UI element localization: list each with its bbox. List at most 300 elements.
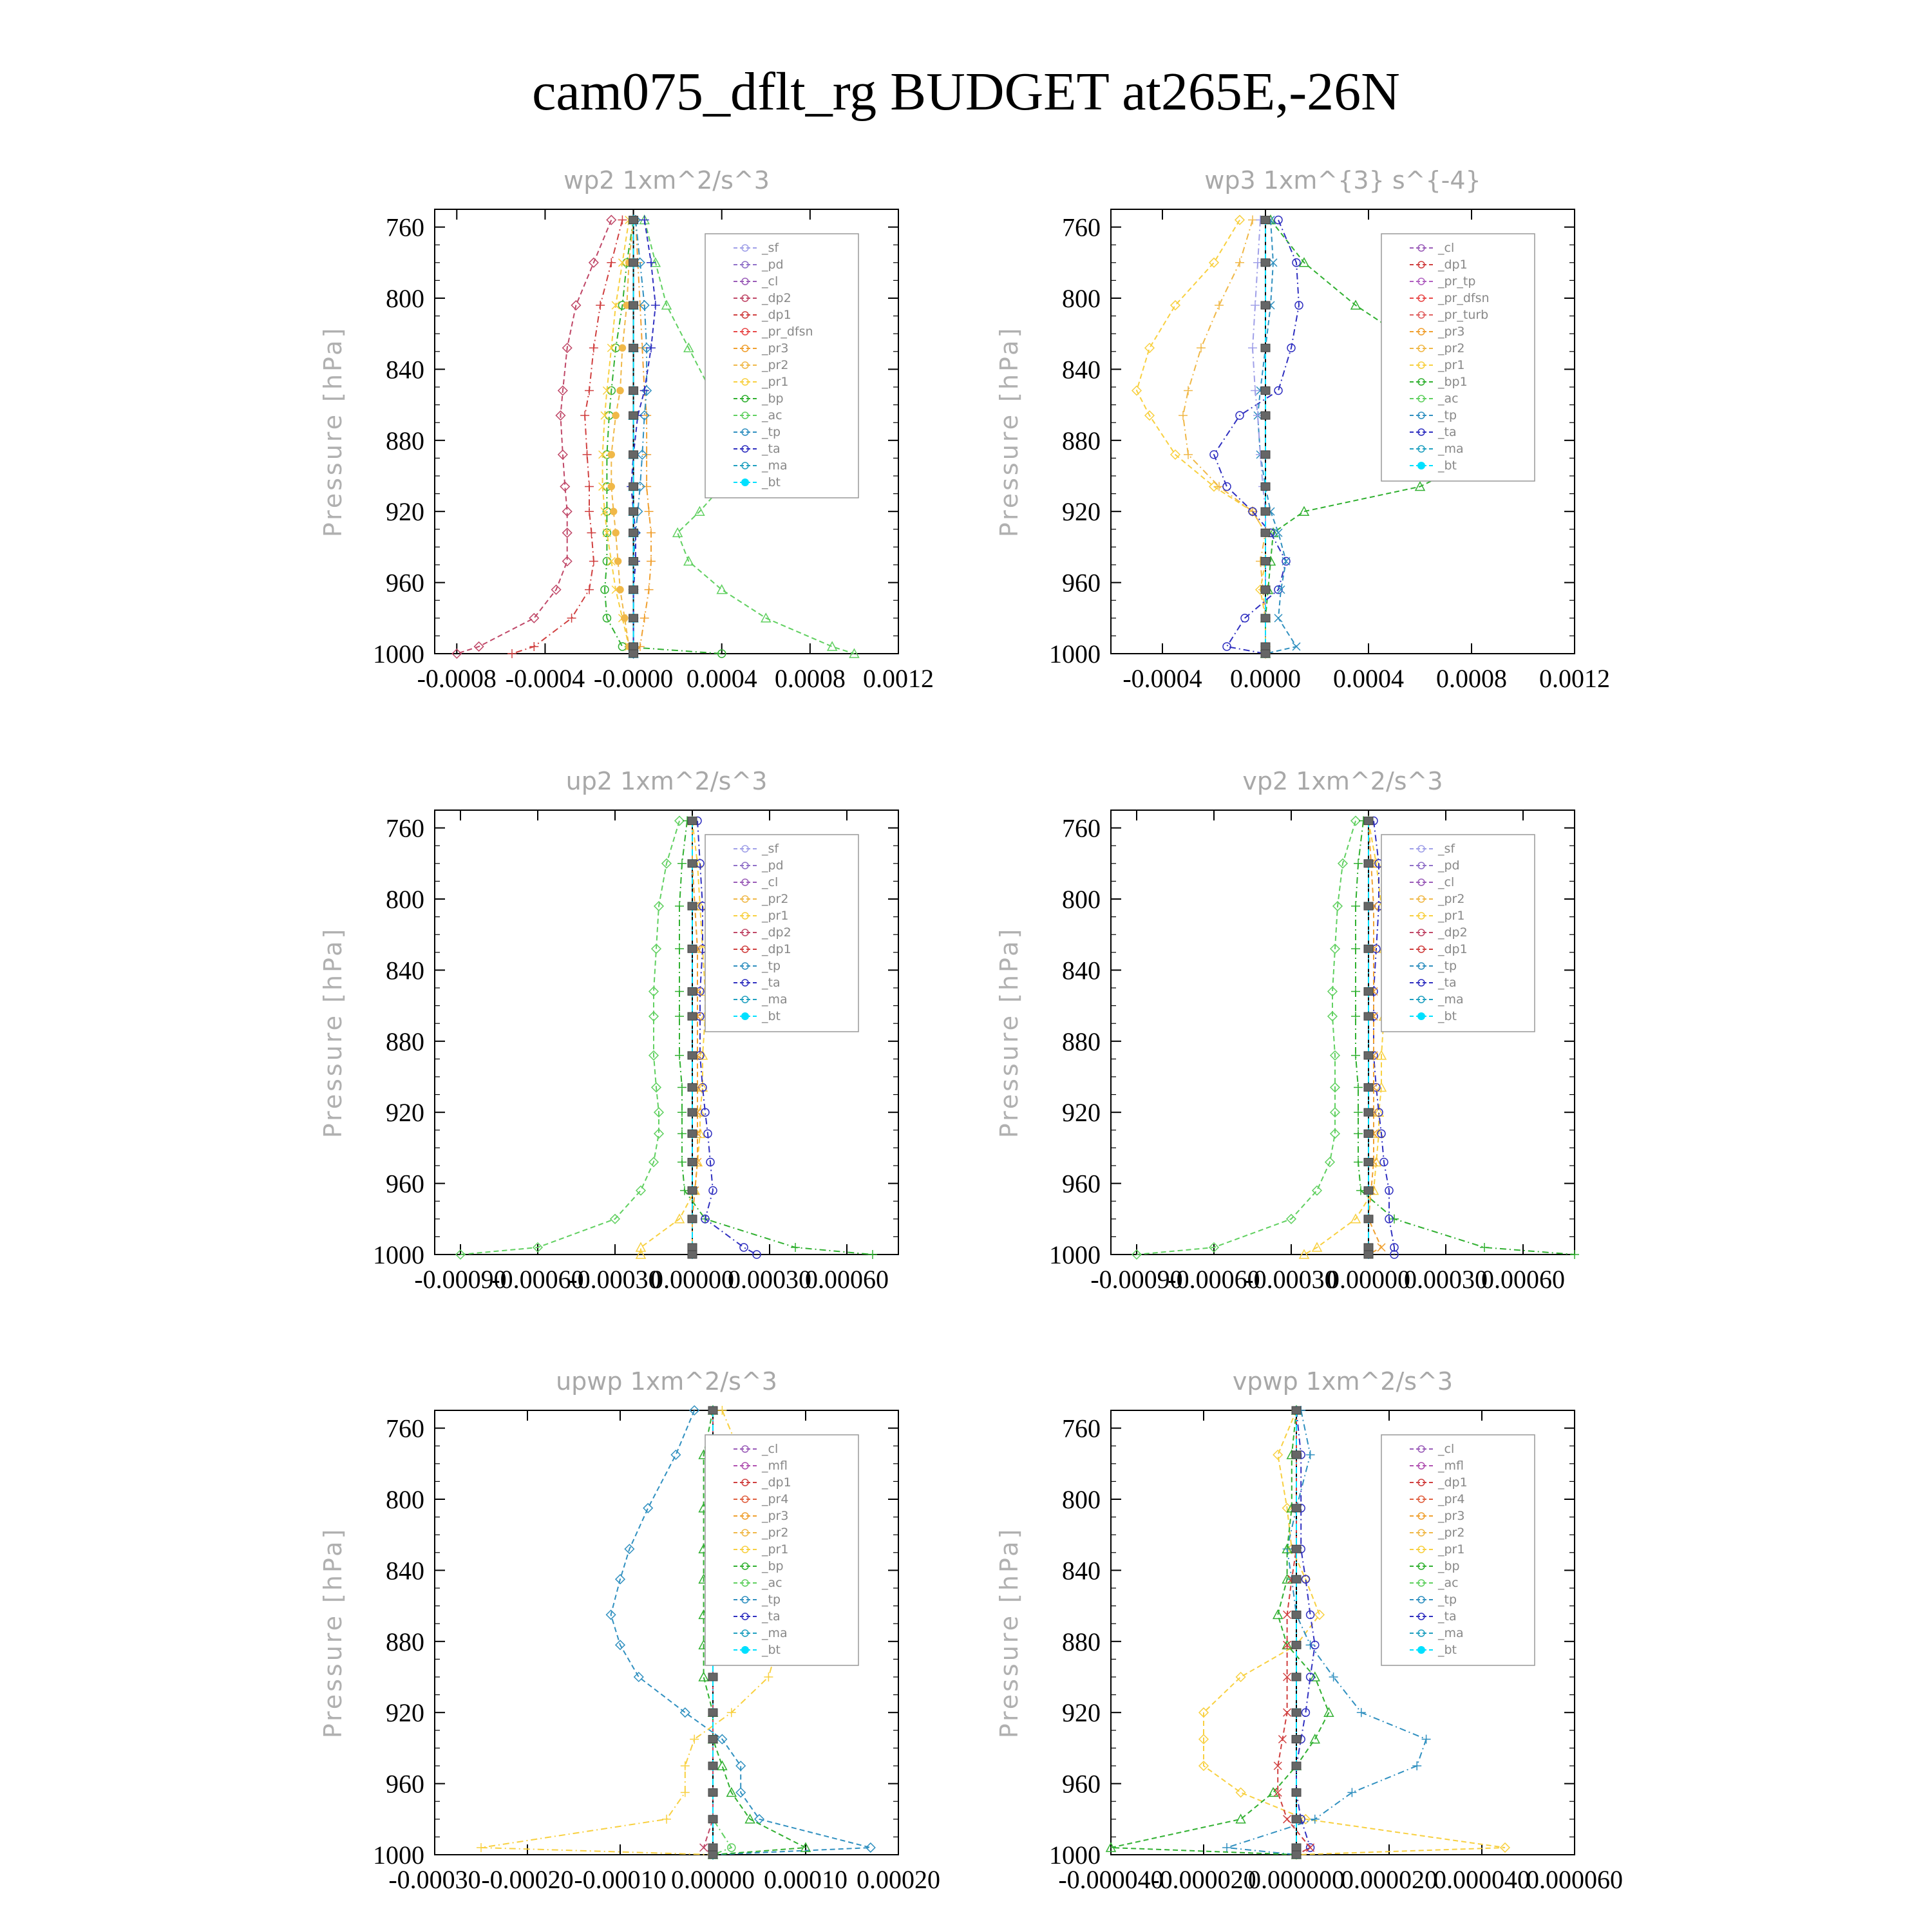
- bt-marker: [629, 344, 638, 352]
- data-point: [1351, 987, 1360, 996]
- legend-label: _cl: [762, 875, 779, 889]
- data-point: [585, 585, 594, 594]
- legend-label: _pr1: [1438, 1542, 1465, 1557]
- series-dp1: [456, 817, 684, 1259]
- data-point: [677, 1129, 687, 1138]
- legend-label: _pd: [762, 858, 784, 873]
- panel-title: vpwp 1xm^2/s^3: [1232, 1367, 1454, 1396]
- data-point: [1222, 1843, 1231, 1852]
- y-tick-label: 960: [1062, 1769, 1101, 1799]
- series-pr1: [636, 817, 710, 1258]
- x-tick-label: 0.0008: [774, 664, 846, 693]
- x-tick-label: 0.0008: [1436, 664, 1507, 693]
- data-point: [640, 614, 649, 623]
- data-point: [1184, 386, 1193, 395]
- bt-marker: [1292, 1406, 1301, 1414]
- data-point: [645, 585, 654, 594]
- data-point: [1324, 1708, 1333, 1716]
- bt-marker: [1292, 1545, 1301, 1553]
- legend-label: _pr1: [1438, 909, 1465, 923]
- y-tick-label: 1000: [1049, 1240, 1101, 1269]
- y-tick-label: 960: [386, 1169, 424, 1198]
- chart-panel-up2: [319, 767, 898, 1294]
- y-tick-label: 800: [386, 1485, 424, 1514]
- x-tick-label: -0.00030: [569, 1265, 661, 1294]
- x-tick-label: 0.00030: [1404, 1265, 1488, 1294]
- panel-title: wp2 1xm^2/s^3: [564, 166, 770, 194]
- data-point: [717, 1761, 726, 1770]
- y-tick-label: 920: [386, 1098, 424, 1128]
- data-point: [608, 484, 614, 490]
- data-point: [1235, 258, 1244, 267]
- bt-marker: [1364, 902, 1373, 910]
- y-axis-label: Pressure [hPa]: [995, 325, 1023, 538]
- legend-label: _pr1: [762, 375, 789, 389]
- y-tick-label: 800: [1062, 1485, 1101, 1514]
- y-tick-label: 920: [1062, 1698, 1101, 1728]
- bt-marker: [708, 1736, 717, 1743]
- series-dp2: [452, 216, 616, 658]
- x-tick-label: -0.00060: [1168, 1265, 1260, 1294]
- data-point: [1248, 343, 1257, 352]
- data-point: [675, 1012, 684, 1021]
- legend-marker: [1417, 462, 1425, 469]
- data-point: [675, 817, 684, 826]
- legend-label: _ta: [1438, 976, 1457, 990]
- bt-marker: [629, 412, 638, 419]
- legend-label: _dp2: [1438, 925, 1468, 940]
- bt-marker: [629, 259, 638, 267]
- bt-marker: [688, 1084, 697, 1092]
- y-tick-label: 880: [386, 1027, 424, 1056]
- x-tick-label: -0.00010: [574, 1865, 667, 1894]
- x-tick-label: -0.00090: [414, 1265, 507, 1294]
- legend-label: _ta: [1438, 425, 1457, 439]
- legend: [1381, 835, 1535, 1032]
- panel-title: up2 1xm^2/s^3: [565, 767, 768, 795]
- bt-marker: [688, 1108, 697, 1116]
- legend-label: _dp1: [1438, 1475, 1468, 1490]
- data-point: [615, 558, 621, 564]
- series-line: [460, 821, 679, 1255]
- bt-marker: [688, 902, 697, 910]
- bt-marker: [1292, 1673, 1301, 1681]
- data-point: [1274, 614, 1282, 622]
- data-point: [1274, 216, 1282, 224]
- y-tick-label: 760: [386, 213, 424, 242]
- legend-label: _pr4: [1438, 1492, 1465, 1506]
- data-point: [1274, 387, 1282, 395]
- legend-label: _pr_dfsn: [762, 325, 813, 339]
- bt-marker: [629, 507, 638, 515]
- data-point: [1235, 216, 1244, 225]
- legend-label: _tp: [762, 959, 781, 973]
- y-tick-label: 840: [1062, 1556, 1101, 1586]
- legend-label: _dp1: [1438, 942, 1468, 956]
- x-tick-label: 0.000040: [1434, 1865, 1530, 1894]
- panel-title: vp2 1xm^2/s^3: [1242, 767, 1443, 795]
- data-point: [477, 1843, 486, 1852]
- legend-label: _bt: [762, 475, 781, 489]
- chart-panel-wp2: [319, 166, 934, 693]
- y-tick-label: 920: [386, 1698, 424, 1728]
- y-axis-label: Pressure [hPa]: [319, 1526, 347, 1739]
- legend-label: _mfl: [762, 1459, 788, 1473]
- y-tick-label: 840: [386, 355, 424, 384]
- y-tick-label: 840: [1062, 956, 1101, 985]
- y-tick-label: 880: [386, 1627, 424, 1656]
- data-point: [1306, 1450, 1315, 1459]
- bt-marker: [1292, 1736, 1301, 1743]
- bt-marker: [1261, 301, 1270, 309]
- legend-label: _cl: [1438, 875, 1455, 889]
- bt-marker: [688, 945, 697, 952]
- bt-marker: [688, 1215, 697, 1223]
- bt-marker: [688, 817, 697, 825]
- legend-label: _ma: [1438, 1626, 1464, 1640]
- legend-marker: [741, 1012, 749, 1020]
- y-tick-label: 840: [386, 1556, 424, 1586]
- bt-marker: [1292, 1815, 1301, 1823]
- y-tick-label: 800: [386, 284, 424, 313]
- x-tick-label: -0.00090: [1090, 1265, 1183, 1294]
- y-tick-label: 800: [386, 885, 424, 914]
- bt-marker: [708, 1788, 717, 1796]
- data-point: [740, 1244, 748, 1251]
- y-axis-label: Pressure [hPa]: [319, 926, 347, 1139]
- legend-marker: [1417, 1012, 1425, 1020]
- data-point: [1354, 1157, 1363, 1166]
- series-line: [1137, 220, 1265, 654]
- data-point: [621, 615, 628, 621]
- y-tick-label: 760: [386, 813, 424, 843]
- data-point: [677, 859, 687, 868]
- data-point: [647, 556, 656, 565]
- legend: [705, 1435, 858, 1665]
- y-tick-label: 1000: [373, 1240, 424, 1269]
- x-tick-label: -0.00060: [491, 1265, 584, 1294]
- data-point: [596, 301, 605, 310]
- legend-label: _sf: [1438, 842, 1455, 856]
- y-tick-label: 840: [386, 956, 424, 985]
- x-tick-label: 0.00030: [728, 1265, 811, 1294]
- data-point: [585, 507, 594, 516]
- bt-marker: [629, 614, 638, 622]
- bt-marker: [688, 1187, 697, 1195]
- legend-label: _ta: [762, 442, 781, 456]
- legend-label: _sf: [762, 241, 779, 255]
- bt-marker: [629, 216, 638, 224]
- data-point: [507, 649, 516, 658]
- legend: [1381, 1435, 1535, 1665]
- legend-label: _cl: [762, 1442, 779, 1456]
- data-point: [1354, 859, 1363, 868]
- data-point: [1422, 1735, 1431, 1744]
- data-point: [1354, 1083, 1363, 1092]
- series-pr1: [1300, 817, 1391, 1258]
- bt-marker: [688, 860, 697, 867]
- bt-marker: [1261, 529, 1270, 536]
- x-tick-label: 0.00010: [764, 1865, 848, 1894]
- series-line: [512, 220, 622, 654]
- bt-marker: [1364, 1130, 1373, 1137]
- y-tick-label: 920: [1062, 1098, 1101, 1128]
- bt-marker: [629, 586, 638, 594]
- legend-marker: [1417, 1646, 1425, 1654]
- legend-label: _pd: [1438, 858, 1460, 873]
- bt-marker: [1261, 650, 1270, 658]
- figure-title: cam075_dflt_rg BUDGET at265E,-26N: [532, 62, 1400, 122]
- series-pr1: [1132, 216, 1270, 658]
- data-point: [677, 1108, 687, 1117]
- bt-marker: [1292, 1504, 1301, 1512]
- data-point: [677, 1083, 687, 1092]
- data-point: [612, 529, 619, 536]
- bt-marker: [1292, 1844, 1301, 1852]
- data-point: [1354, 1108, 1363, 1117]
- series-line: [1183, 220, 1265, 654]
- data-point: [675, 987, 684, 996]
- y-tick-label: 760: [1062, 1414, 1101, 1443]
- x-tick-label: 0.000060: [1526, 1865, 1623, 1894]
- data-point: [589, 556, 598, 565]
- bt-marker: [1261, 614, 1270, 622]
- y-tick-label: 960: [1062, 568, 1101, 598]
- data-point: [611, 508, 617, 515]
- y-tick-label: 1000: [373, 639, 424, 668]
- x-tick-label: 0.000020: [1341, 1865, 1437, 1894]
- x-tick-label: -0.00030: [1245, 1265, 1338, 1294]
- data-point: [1354, 1129, 1363, 1138]
- bt-marker: [688, 1052, 697, 1059]
- y-tick-label: 880: [386, 426, 424, 455]
- panel-title: upwp 1xm^2/s^3: [556, 1367, 777, 1396]
- bt-marker: [1292, 1575, 1301, 1583]
- data-point: [677, 1157, 687, 1166]
- data-point: [1480, 1243, 1489, 1252]
- x-tick-label: -0.0004: [1122, 664, 1202, 693]
- legend-label: _ac: [762, 1576, 782, 1590]
- y-axis-label: Pressure [hPa]: [319, 325, 347, 538]
- x-tick-label: -0.00030: [388, 1865, 481, 1894]
- legend-label: _bp: [762, 1559, 784, 1573]
- bt-marker: [708, 1673, 717, 1681]
- data-point: [1283, 1815, 1291, 1823]
- bt-marker: [1261, 387, 1270, 395]
- data-point: [589, 343, 598, 352]
- bt-marker: [708, 1762, 717, 1770]
- legend-label: _pr1: [762, 1542, 789, 1557]
- legend-label: _ac: [762, 408, 782, 422]
- data-point: [607, 258, 616, 267]
- legend-label: _bt: [1438, 1009, 1457, 1023]
- data-point: [1236, 1788, 1245, 1797]
- panel-title: wp3 1xm^{3} s^{-4}: [1204, 166, 1481, 194]
- y-tick-label: 880: [1062, 1627, 1101, 1656]
- legend-label: _tp: [1438, 1593, 1457, 1607]
- y-tick-label: 960: [386, 568, 424, 598]
- x-tick-label: -0.0004: [505, 664, 585, 693]
- y-tick-label: 760: [1062, 813, 1101, 843]
- bt-marker: [1364, 860, 1373, 867]
- bt-marker: [1261, 557, 1270, 565]
- data-point: [645, 507, 654, 516]
- data-point: [1307, 1844, 1314, 1852]
- data-point: [1351, 1051, 1360, 1060]
- bt-marker: [1261, 216, 1270, 224]
- chart-panel-upwp: [319, 1367, 940, 1894]
- legend-marker: [741, 478, 749, 486]
- legend-label: _dp1: [1438, 258, 1468, 272]
- legend-label: _bp: [1438, 1559, 1460, 1573]
- legend-label: _pr3: [762, 341, 789, 355]
- data-point: [1378, 1244, 1385, 1251]
- bt-marker: [629, 650, 638, 658]
- bt-marker: [1364, 1244, 1373, 1251]
- data-point: [1251, 301, 1260, 310]
- bt-marker: [1261, 643, 1270, 650]
- legend-label: _pr2: [762, 892, 789, 906]
- bt-marker: [708, 1406, 717, 1414]
- y-tick-label: 960: [386, 1769, 424, 1799]
- legend-label: _ac: [1438, 1576, 1459, 1590]
- legend-label: _cl: [1438, 1442, 1455, 1456]
- x-tick-label: 0.0012: [863, 664, 934, 693]
- legend-label: _ma: [762, 992, 788, 1007]
- x-tick-label: 0.00060: [1481, 1265, 1565, 1294]
- data-point: [1351, 817, 1360, 826]
- data-point: [617, 587, 623, 593]
- data-point: [585, 386, 594, 395]
- data-point: [617, 388, 623, 394]
- bt-marker: [1364, 1251, 1373, 1258]
- bt-marker: [708, 1844, 717, 1852]
- legend-label: _dp1: [762, 308, 791, 322]
- data-point: [681, 1761, 690, 1770]
- chart-panel-vp2: [995, 767, 1579, 1294]
- bt-marker: [629, 451, 638, 459]
- x-tick-label: 0.0004: [686, 664, 757, 693]
- legend-label: _ta: [762, 1609, 781, 1624]
- data-point: [1184, 450, 1193, 459]
- series-dp1: [1132, 817, 1360, 1259]
- bt-marker: [1364, 988, 1373, 996]
- bt-marker: [1261, 507, 1270, 515]
- bt-marker: [1261, 259, 1270, 267]
- legend-label: _bt: [1438, 459, 1457, 473]
- legend-label: _cl: [762, 274, 779, 289]
- legend-label: _pr2: [762, 1526, 789, 1540]
- series-line: [457, 220, 611, 654]
- legend-label: _tp: [1438, 408, 1457, 422]
- bt-marker: [708, 1851, 717, 1859]
- legend-label: _pr2: [762, 358, 789, 372]
- bt-marker: [1364, 1158, 1373, 1166]
- legend-label: _sf: [762, 842, 779, 856]
- data-point: [1347, 1788, 1356, 1797]
- legend-label: _ta: [762, 976, 781, 990]
- legend-label: _bt: [762, 1643, 781, 1657]
- bt-marker: [1364, 1084, 1373, 1092]
- data-point: [675, 902, 684, 911]
- bt-marker: [1292, 1851, 1301, 1859]
- data-point: [1570, 1250, 1579, 1259]
- bt-marker: [629, 483, 638, 491]
- legend-label: _ma: [1438, 442, 1464, 456]
- y-axis-label: Pressure [hPa]: [995, 926, 1023, 1139]
- x-tick-label: 0.0012: [1539, 664, 1610, 693]
- x-tick-label: 0.00000: [1327, 1265, 1410, 1294]
- bt-marker: [1292, 1788, 1301, 1796]
- data-point: [675, 1051, 684, 1060]
- chart-panel-wp3: [995, 166, 1610, 693]
- panels: [319, 166, 1623, 1894]
- data-point: [607, 216, 616, 225]
- chart-panel-vpwp: [995, 1367, 1623, 1894]
- bt-marker: [688, 988, 697, 996]
- bt-marker: [629, 387, 638, 395]
- bt-marker: [1261, 344, 1270, 352]
- x-tick-label: 0.00060: [805, 1265, 889, 1294]
- data-point: [828, 642, 837, 650]
- x-tick-label: 0.000000: [1248, 1865, 1345, 1894]
- bt-marker: [1364, 1052, 1373, 1059]
- y-tick-label: 1000: [1049, 639, 1101, 668]
- data-point: [647, 528, 656, 537]
- bt-marker: [1364, 1187, 1373, 1195]
- data-point: [642, 482, 651, 491]
- legend-label: _ac: [1438, 392, 1459, 406]
- legend-label: _pr3: [1438, 1509, 1465, 1523]
- y-tick-label: 880: [1062, 1027, 1101, 1056]
- legend-label: _bt: [762, 1009, 781, 1023]
- y-tick-label: 1000: [373, 1841, 424, 1870]
- y-tick-label: 760: [386, 1414, 424, 1443]
- bt-marker: [708, 1815, 717, 1823]
- legend-label: _pr3: [762, 1509, 789, 1523]
- data-point: [1223, 483, 1231, 491]
- bt-marker: [1292, 1451, 1301, 1459]
- data-point: [529, 642, 538, 651]
- bt-marker: [1364, 1108, 1373, 1116]
- legend-label: _pr1: [1438, 358, 1465, 372]
- data-point: [791, 1243, 800, 1252]
- bt-marker: [1364, 1012, 1373, 1020]
- x-tick-label: 0.00020: [857, 1865, 940, 1894]
- y-tick-label: 800: [1062, 284, 1101, 313]
- data-point: [662, 1815, 671, 1824]
- data-point: [1351, 944, 1360, 953]
- y-tick-label: 920: [1062, 497, 1101, 527]
- bt-marker: [688, 1158, 697, 1166]
- data-point: [612, 412, 619, 419]
- data-point: [675, 944, 684, 953]
- legend-label: _bp: [762, 392, 784, 406]
- data-point: [690, 1735, 699, 1744]
- data-point: [868, 1250, 877, 1259]
- data-point: [1179, 411, 1188, 420]
- x-tick-label: 0.00000: [650, 1265, 734, 1294]
- bt-marker: [1261, 451, 1270, 459]
- data-point: [640, 216, 649, 225]
- data-point: [1145, 343, 1154, 352]
- bt-marker: [688, 1244, 697, 1251]
- data-point: [1351, 1012, 1360, 1021]
- y-tick-label: 840: [1062, 355, 1101, 384]
- legend-label: _ma: [1438, 992, 1464, 1007]
- bt-marker: [1292, 1611, 1301, 1618]
- legend-label: _dp2: [762, 925, 791, 940]
